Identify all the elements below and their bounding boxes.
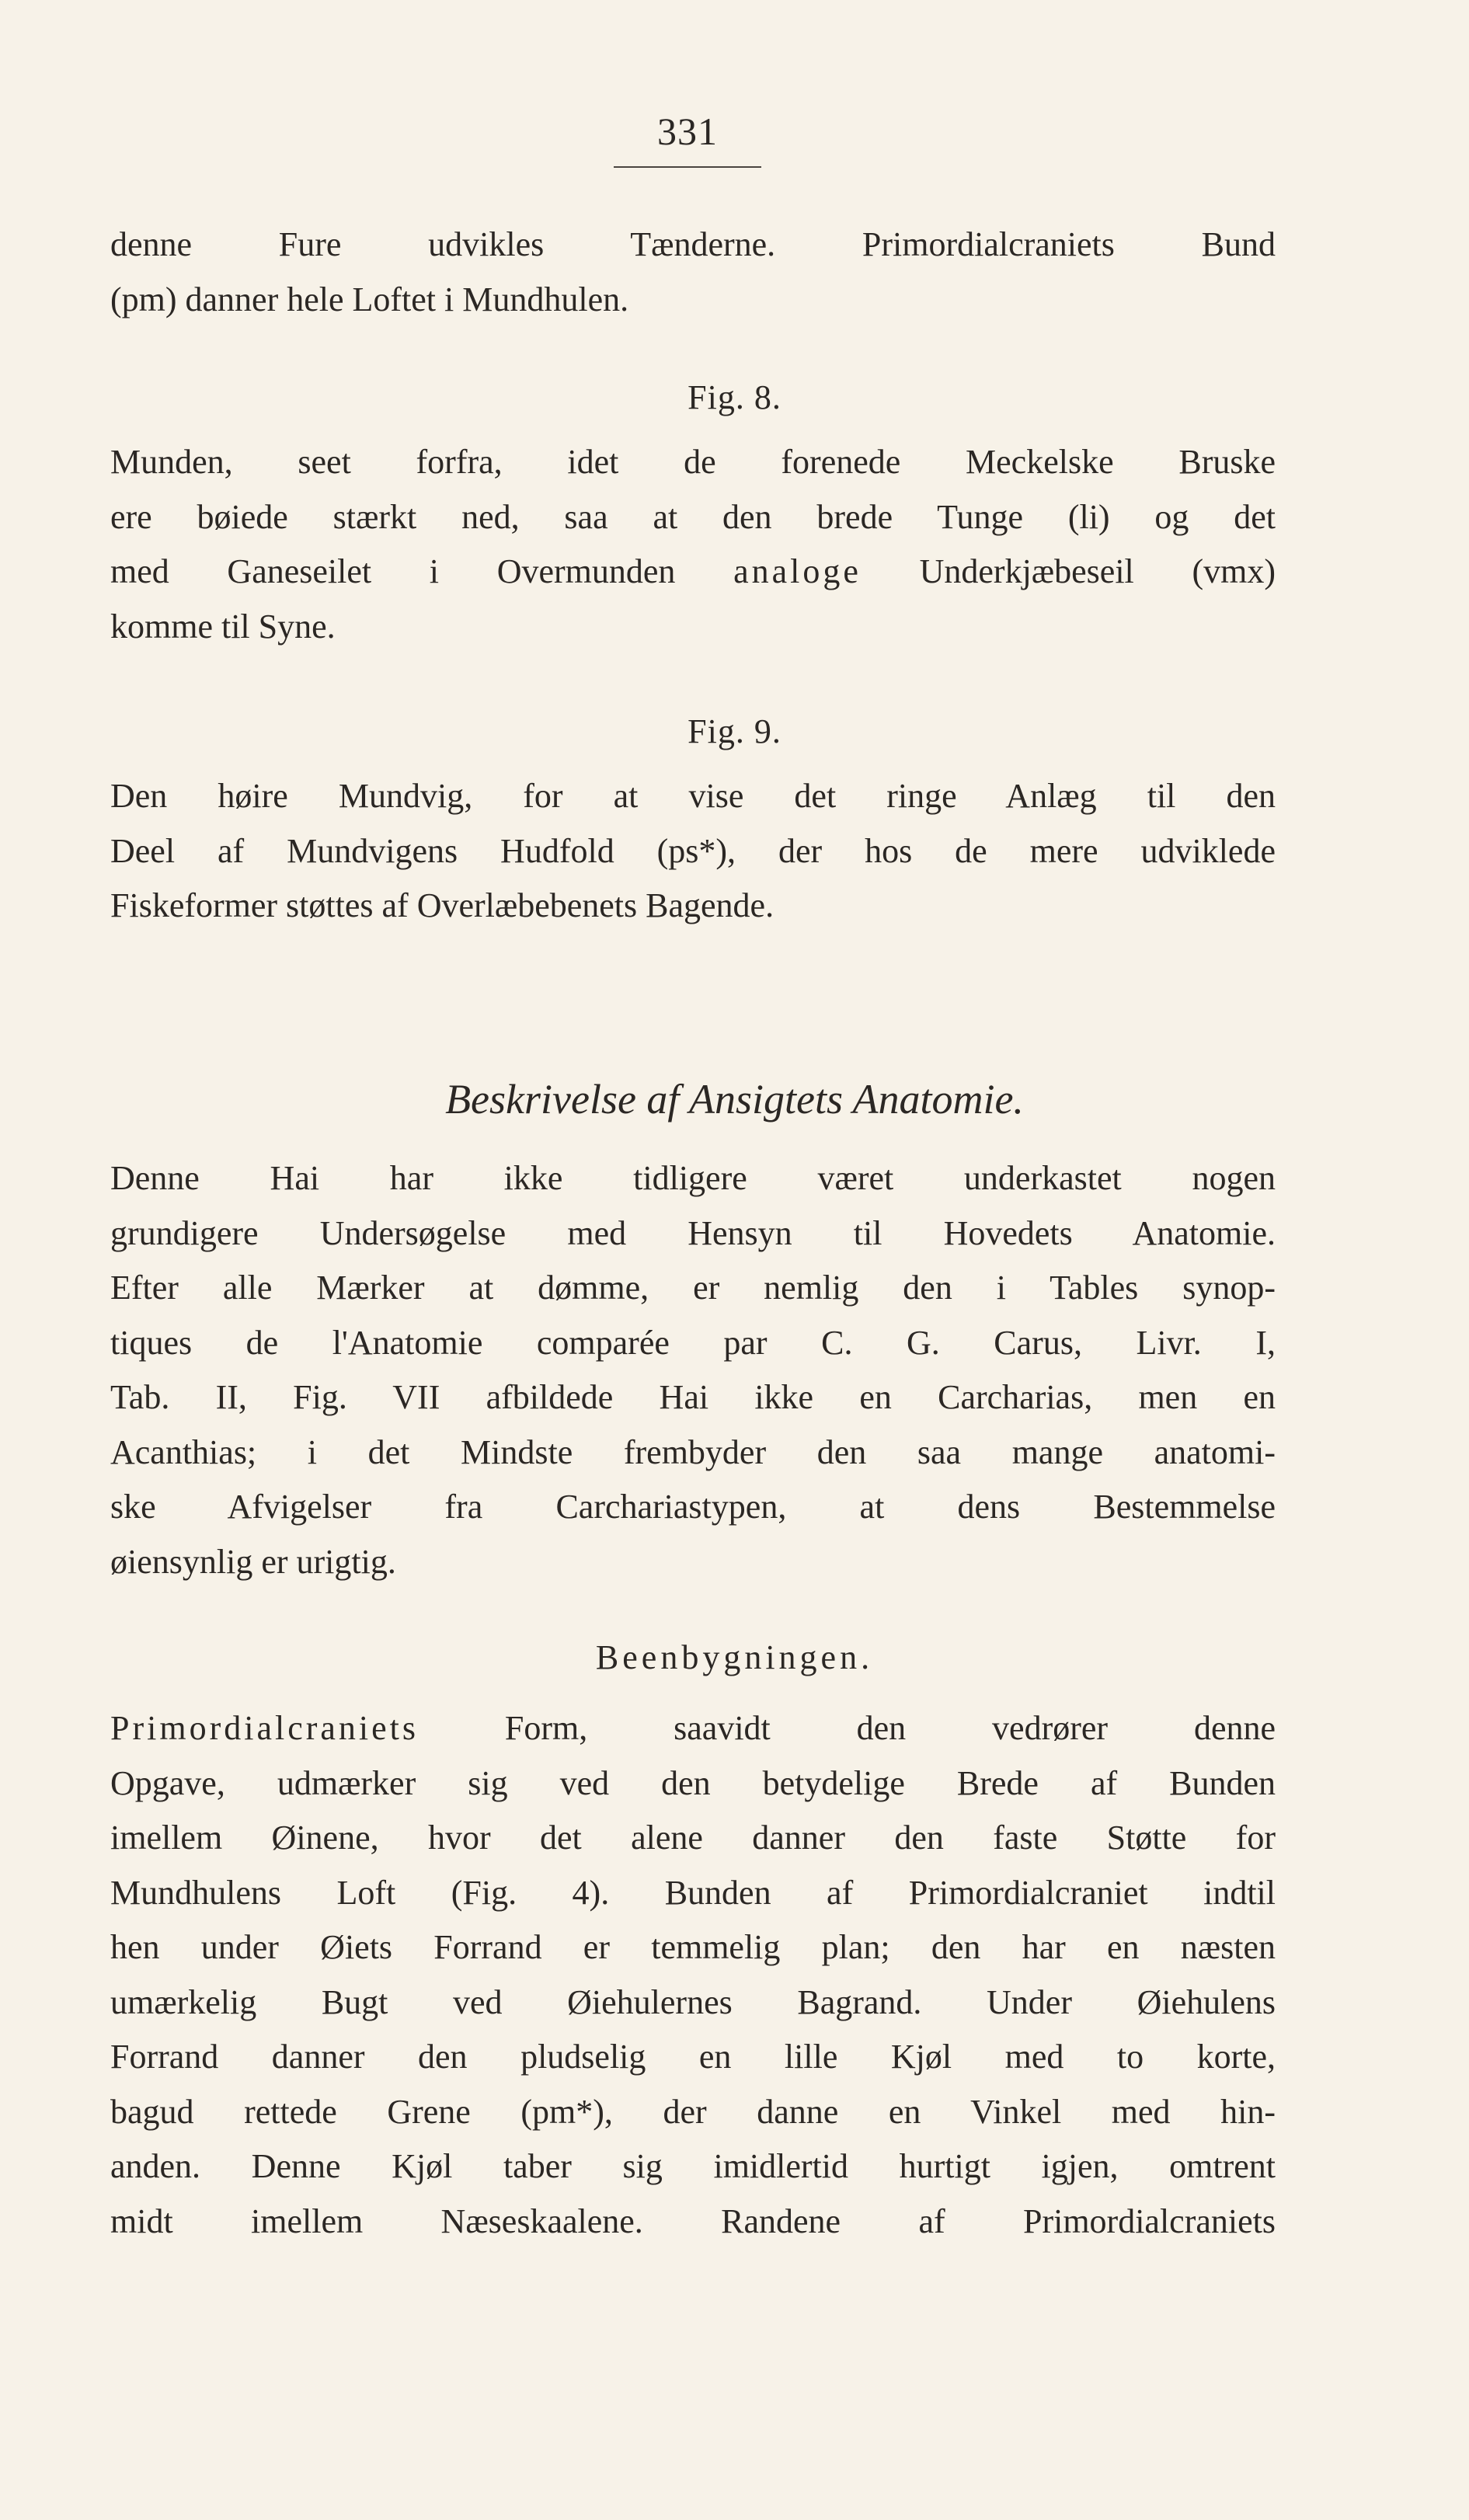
text-line: (pm) danner hele Loftet i Mundhulen.	[110, 280, 629, 318]
text-line: midt imellem Næseskaalene. Randene af Primordialcraniets	[110, 2202, 1276, 2240]
text-line: Deel af Mundvigens Hudfold (ps*), der hos de mere udviklede	[110, 831, 1276, 870]
text-line: ere bøiede stærkt ned, saa at den brede Tunge (li) og det	[110, 497, 1276, 536]
bone-paragraph	[110, 1701, 1276, 2249]
text-line: ske Afvigelser fra Carchariastypen, at dens Bestemmelse	[110, 1488, 1276, 1526]
text-line: Munden, seet forfra, idet de forenede Meckelske Bruske	[110, 443, 1276, 481]
text-line: Den høire Mundvig, for at vise det ringe Anlæg til den	[110, 777, 1276, 815]
figure-8-description	[110, 435, 1276, 654]
text-line: Acanthias; i det Mindste frembyder den saa mange anatomi-	[110, 1432, 1276, 1471]
text-line: Tab. II, Fig. VII afbildede Hai ikke en Carcharias, men en	[110, 1378, 1276, 1416]
spaced-word: analoge	[733, 552, 862, 590]
text-line: umærkelig Bugt ved Øiehulernes Bagrand. Under Øiehulens	[110, 1982, 1276, 2021]
figure-9-caption: Fig. 9.	[688, 712, 781, 750]
figure-8-caption: Fig. 8.	[688, 378, 781, 416]
text-line: komme til Syne.	[110, 607, 336, 646]
text-line: Efter alle Mærker at dømme, er nemlig den i Tables synop-	[110, 1269, 1276, 1307]
text-line: grundigere Undersøgelse med Hensyn til Hovedets Anatomie.	[110, 1213, 1276, 1252]
text-segment: Underkjæbeseil (vmx)	[919, 552, 1276, 590]
text-line: anden. Denne Kjøl taber sig imidlertid hurtigt igjen, omtrent	[110, 2147, 1276, 2185]
section-paragraph	[110, 1151, 1276, 1589]
text-line: hen under Øiets Forrand er temmelig plan; den har en næsten	[110, 1928, 1276, 1966]
spaced-word: Primordialcraniets	[110, 1709, 419, 1747]
text-line: Fiskeformer støttes af Overlæbebenets Bagende.	[110, 886, 775, 924]
page-number: 331	[657, 110, 718, 153]
text-line	[110, 1701, 1276, 1756]
figure-9-description	[110, 769, 1276, 934]
text-segment: med Ganeseilet i Overmunden	[110, 552, 676, 590]
text-segment: Form, saavidt den vedrører denne	[504, 1709, 1276, 1747]
text-line: tiques de l'Anatomie comparée par C. G. Carus, Livr. I,	[110, 1323, 1276, 1362]
text-line	[110, 545, 1276, 600]
page-number-rule	[614, 166, 761, 168]
subsection-heading: Beenbygningen.	[595, 1638, 874, 1676]
section-heading: Beskrivelse af Ansigtets Anatomie.	[445, 1076, 1024, 1123]
text-line: Denne Hai har ikke tidligere været underkastet nogen	[110, 1159, 1276, 1197]
text-line: Mundhulens Loft (Fig. 4). Bunden af Primordialcraniet indtil	[110, 1873, 1276, 1912]
text-line: denne Fure udvikles Tænderne. Primordialcraniets Bund	[110, 225, 1276, 263]
text-line: Opgave, udmærker sig ved den betydelige Brede af Bunden	[110, 1763, 1276, 1802]
text-line: øiensynlig er urigtig.	[110, 1542, 396, 1581]
text-line: imellem Øinene, hvor det alene danner den faste Støtte for	[110, 1819, 1276, 1857]
text-line: bagud rettede Grene (pm*), der danne en Vinkel med hin-	[110, 2092, 1276, 2131]
text-line: Forrand danner den pludselig en lille Kjøl med to korte,	[110, 2038, 1276, 2076]
paragraph-continuation	[110, 218, 1276, 327]
